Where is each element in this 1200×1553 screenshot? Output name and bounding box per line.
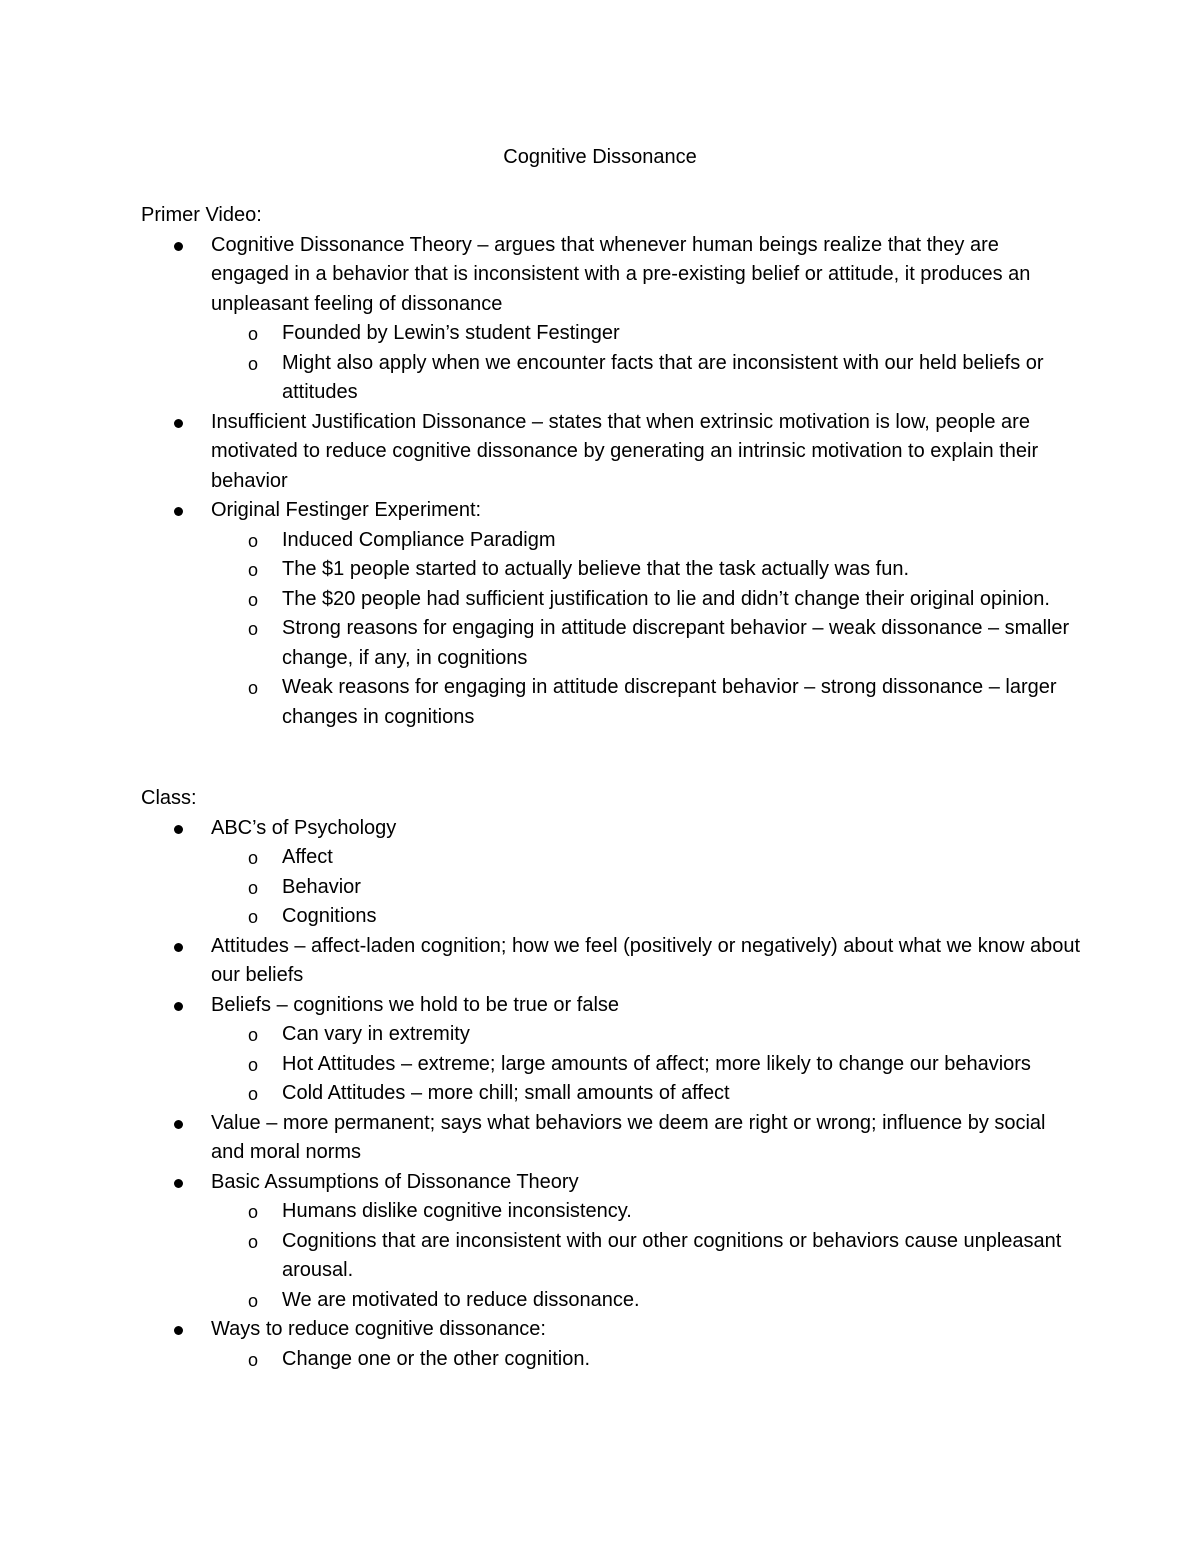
sub-list-item (211, 614, 1081, 673)
hollow-bullet-icon: o (248, 530, 259, 551)
hollow-bullet-icon: o (248, 848, 259, 868)
bullet-list (141, 231, 1081, 733)
bullet-icon (174, 1326, 183, 1335)
hollow-bullet-icon: o (248, 1054, 259, 1075)
bullet-icon (174, 825, 183, 834)
sub-list (211, 1345, 1081, 1375)
sub-list-item (211, 843, 1081, 873)
sub-list-item-text: Humans dislike cognitive inconsistency. (282, 1200, 632, 1222)
sub-list-item (211, 319, 1081, 349)
bullet-list (141, 814, 1081, 1375)
sub-list-item (211, 873, 1081, 903)
list-item-text: ABC’s of Psychology (211, 816, 397, 839)
sub-list-item-text: Behavior (282, 875, 361, 898)
bullet-icon (174, 1002, 183, 1011)
list-item-text: Cognitive Dissonance Theory – argues that whenever human beings realize that they are engaged in a behavior that is inconsistent with a pre-existing belief or attitude, it produces an unpleasant feeling of dissonance (211, 233, 1031, 315)
sub-list-item-text: Hot Attitudes – extreme; large amounts of affect; more likely to change our behaviors (282, 1052, 1031, 1075)
sub-list-item-text: Cognitions (282, 905, 377, 927)
sub-list-item (211, 1050, 1081, 1080)
sub-list-item (211, 1079, 1081, 1109)
list-item (141, 991, 1081, 1109)
sub-list-item-text: The $20 people had sufficient justification to lie and didn’t change their original opinion. (282, 587, 1050, 610)
hollow-bullet-icon: o (248, 1231, 259, 1252)
list-item (141, 1168, 1081, 1316)
sub-list-item-text: Weak reasons for engaging in attitude discrepant behavior – strong dissonance – larger changes in cognitions (282, 676, 1057, 728)
list-item-text: Ways to reduce cognitive dissonance: (211, 1318, 546, 1340)
hollow-bullet-icon: o (248, 619, 259, 639)
hollow-bullet-icon: o (248, 678, 259, 698)
list-item-text: Basic Assumptions of Dissonance Theory (211, 1170, 579, 1193)
sub-list-item (211, 1227, 1081, 1286)
list-item (141, 1315, 1081, 1374)
hollow-bullet-icon: o (248, 324, 259, 344)
sub-list-item-text: Founded by Lewin’s student Festinger (282, 322, 620, 344)
section-heading: Primer Video: (141, 204, 262, 226)
document-title: Cognitive Dissonance (503, 146, 697, 168)
sub-list-item (211, 902, 1081, 932)
sub-list (211, 843, 1081, 932)
bullet-icon (174, 242, 183, 251)
hollow-bullet-icon: o (248, 907, 259, 927)
sub-list-item (211, 555, 1081, 585)
sub-list-item-text: Cognitions that are inconsistent with our other cognitions or behaviors cause unpleasant arousal. (282, 1229, 1062, 1281)
section-class (141, 784, 1081, 1374)
bullet-icon (174, 507, 183, 516)
sub-list-item (211, 1286, 1081, 1316)
list-item-text: Value – more permanent; says what behaviors we deem are right or wrong; influence by social and moral norms (211, 1111, 1046, 1163)
bullet-icon (174, 1120, 183, 1129)
sub-list-item-text: Change one or the other cognition. (282, 1347, 590, 1370)
bullet-icon (174, 1179, 183, 1188)
hollow-bullet-icon: o (248, 353, 259, 374)
sub-list-item-text: Cold Attitudes – more chill; small amounts of affect (282, 1082, 730, 1104)
sub-list-item (211, 526, 1081, 556)
list-item-text: Beliefs – cognitions we hold to be true or false (211, 993, 620, 1016)
sub-list-item (211, 1345, 1081, 1375)
list-item (141, 231, 1081, 408)
list-item (141, 496, 1081, 732)
list-item-text: Insufficient Justification Dissonance – states that when extrinsic motivation is low, people are motivated to reduce cognitive dissonance by generating an intrinsic motivation to explain their behavior (211, 410, 1039, 492)
sub-list-item-text: Strong reasons for engaging in attitude discrepant behavior – weak dissonance – smaller change, if any, in cognitions (282, 617, 1070, 669)
sub-list-item (211, 349, 1081, 408)
list-item (141, 932, 1081, 991)
sub-list-item-text: Affect (282, 846, 333, 868)
sub-list-item-text: Induced Compliance Paradigm (282, 528, 556, 551)
list-item-text: Original Festinger Experiment: (211, 499, 482, 521)
hollow-bullet-icon: o (248, 877, 259, 898)
bullet-icon (174, 419, 183, 428)
hollow-bullet-icon: o (248, 1084, 259, 1104)
sub-list-item (211, 673, 1081, 732)
sub-list-item (211, 1020, 1081, 1050)
sub-list (211, 319, 1081, 408)
list-item (141, 408, 1081, 497)
hollow-bullet-icon: o (248, 589, 259, 610)
section-primer-video (141, 201, 1081, 732)
hollow-bullet-icon: o (248, 560, 259, 580)
hollow-bullet-icon: o (248, 1025, 259, 1045)
sub-list-item-text: Can vary in extremity (282, 1023, 470, 1045)
sub-list-item-text: Might also apply when we encounter facts that are inconsistent with our held beliefs or attitudes (282, 351, 1044, 403)
sub-list-item (211, 1197, 1081, 1227)
sub-list (211, 1197, 1081, 1315)
section-heading: Class: (141, 787, 197, 809)
list-item (141, 814, 1081, 932)
hollow-bullet-icon: o (248, 1290, 259, 1311)
sub-list-item-text: We are motivated to reduce dissonance. (282, 1288, 640, 1311)
list-item-text: Attitudes – affect-laden cognition; how we feel (positively or negatively) about what we know about our beliefs (211, 934, 1081, 986)
sub-list (211, 1020, 1081, 1109)
hollow-bullet-icon: o (248, 1202, 259, 1222)
sub-list-item (211, 585, 1081, 615)
list-item (141, 1109, 1081, 1168)
sub-list (211, 526, 1081, 733)
bullet-icon (174, 943, 183, 952)
hollow-bullet-icon: o (248, 1349, 259, 1370)
sub-list-item-text: The $1 people started to actually believe that the task actually was fun. (282, 558, 910, 580)
